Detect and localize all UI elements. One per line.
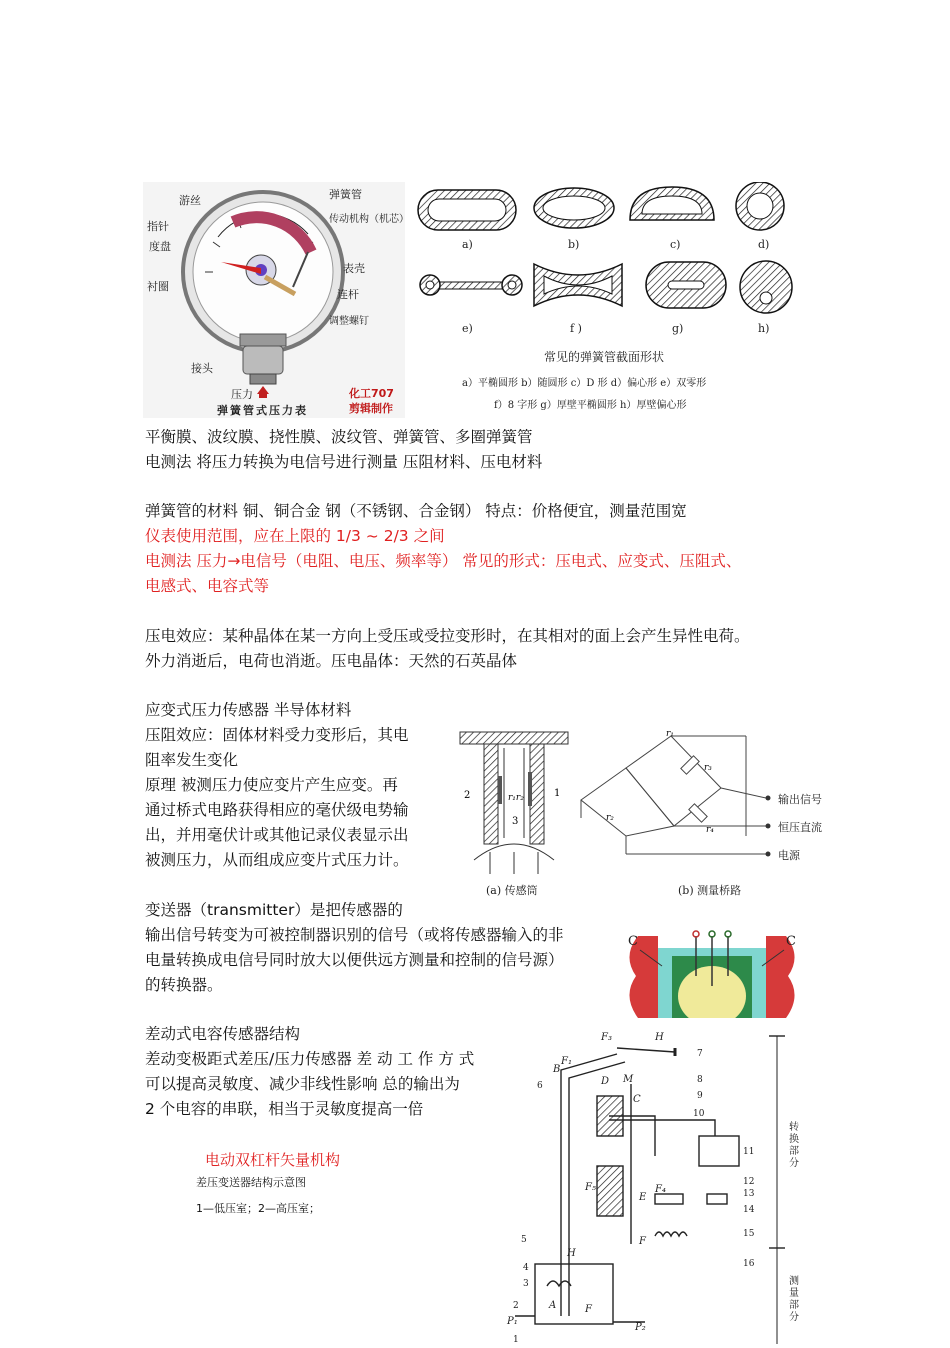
svg-text:F₄: F₄: [655, 1184, 666, 1195]
svg-text:r₁r₂: r₁r₂: [508, 793, 524, 803]
svg-text:D: D: [601, 1076, 610, 1087]
section-letter-c: c): [670, 238, 681, 251]
tube-sections-figure: [410, 182, 800, 418]
transmitter-part-6: 6: [537, 1081, 543, 1091]
svg-text:r₁: r₁: [666, 729, 674, 739]
text-line-electric-forms-cont: 电感式、电容式等: [145, 577, 270, 595]
svg-text:M: M: [623, 1074, 634, 1085]
gauge-watermark: 化工707 剪辑制作: [349, 387, 394, 415]
svg-text:P₁: P₁: [507, 1316, 518, 1327]
svg-text:H: H: [567, 1248, 576, 1259]
text-line-usage-range: 仪表使用范围，应在上限的 1/3 ~ 2/3 之间: [145, 527, 445, 545]
text-transmitter-caption: 差压变送器结构示意图: [196, 1176, 306, 1189]
text-line-transmitter-3: 电量转换成电信号同时放大以便供远方测量和控制的信号源）: [145, 951, 564, 969]
text-line-principle-3: 出，并用毫伏计或其他记录仪表显示出: [145, 826, 409, 844]
gauge-label-link: 连杆: [337, 288, 359, 301]
svg-text:r₃: r₃: [704, 763, 712, 773]
svg-text:r₄: r₄: [706, 825, 714, 835]
text-line-tube-material: 弹簧管的材料 铜、铜合金 钢（不锈钢、合金钢） 特点：价格便宜，测量范围宽: [145, 502, 687, 520]
transmitter-part-5: 5: [521, 1235, 527, 1245]
diff-capacitor-figure: [618, 926, 806, 1018]
svg-text:3: 3: [512, 816, 519, 827]
text-line-piezoresistive: 压阻效应：固体材料受力变形后，其电: [145, 726, 409, 744]
text-line-diff-capacitor-2: 差动变极距式差压/压力传感器 差 动 工 作 方 式: [145, 1050, 475, 1068]
transmitter-drawing: [505, 1026, 810, 1344]
text-line-principle-4: 被测压力，从而组成应变片式压力计。: [145, 851, 409, 869]
transmitter-part-13: 13: [743, 1189, 755, 1199]
text-lever-mechanism: 电动双杠杆矢量机构: [205, 1151, 341, 1169]
section-letter-a: a): [462, 238, 473, 251]
svg-text:F: F: [585, 1304, 592, 1315]
svg-text:F₁: F₁: [561, 1056, 572, 1067]
svg-text:r₂: r₂: [606, 813, 614, 823]
text-line-principle: 原理 被测压力使应变片产生应变。再: [145, 776, 398, 794]
text-line-electric-method: 电测法 将压力转换为电信号进行测量 压阻材料、压电材料: [145, 453, 543, 471]
svg-text:H: H: [655, 1032, 664, 1043]
transmitter-part-10: 10: [693, 1109, 705, 1119]
text-line-principle-2: 通过桥式电路获得相应的毫伏级电势输: [145, 801, 409, 819]
text-line-strain-sensor: 应变式压力传感器 半导体材料: [145, 701, 352, 719]
sections-legend-1: a）平椭圆形 b）随圆形 c）D 形 d）偏心形 e）双零形: [462, 378, 707, 389]
gauge-label-bourdon-tube: 弹簧管: [329, 188, 362, 201]
text-line-transmitter-4: 的转换器。: [145, 976, 223, 994]
transmitter-side-bottom: 测量部分: [789, 1276, 799, 1323]
gauge-label-pointer: 指针: [147, 220, 169, 233]
transmitter-part-1: 1: [513, 1335, 519, 1344]
svg-text:2: 2: [464, 790, 471, 801]
gauge-label-movement: 传动机构（机芯）: [329, 214, 409, 225]
svg-text:E: E: [639, 1192, 647, 1203]
strain-sensor-drawing: [456, 728, 836, 900]
section-letter-f: f ): [570, 322, 582, 335]
section-letter-g: g): [672, 322, 684, 335]
svg-text:P₂: P₂: [635, 1322, 646, 1333]
gauge-label-joint: 接头: [191, 362, 213, 375]
transmitter-figure: [505, 1026, 810, 1344]
transmitter-part-11: 11: [743, 1147, 755, 1157]
gauge-label-hairspring: 游丝: [179, 194, 201, 207]
transmitter-part-12: 12: [743, 1177, 755, 1187]
text-line-piezo-effect: 压电效应：某种晶体在某一方向上受压或受拉变形时，在其相对的面上会产生异性电荷。: [145, 627, 750, 645]
transmitter-part-4: 4: [523, 1263, 529, 1273]
transmitter-part-16: 16: [743, 1259, 755, 1269]
text-line-diff-capacitor-3: 可以提高灵敏度、减少非线性影响 总的输出为: [145, 1075, 460, 1093]
svg-text:F₃: F₃: [601, 1032, 612, 1043]
transmitter-side-top: 转换部分: [789, 1122, 799, 1169]
section-letter-h: h): [758, 322, 770, 335]
transmitter-part-14: 14: [743, 1205, 755, 1215]
capacitor-label-c2: C: [628, 934, 638, 949]
strain-caption-b: (b) 测量桥路: [678, 884, 742, 897]
text-line-diff-capacitor-4: 2 个电容的串联，相当于灵敏度提高一倍: [145, 1100, 424, 1118]
gauge-label-pressure: 压力: [231, 388, 253, 401]
sections-legend-2: f）8 字形 g）厚壁平椭圆形 h）厚壁偏心形: [494, 400, 687, 411]
text-line-diff-capacitor: 差动式电容传感器结构: [145, 1025, 301, 1043]
svg-text:C: C: [633, 1094, 641, 1105]
bridge-output-signal: 输出信号: [778, 793, 822, 806]
transmitter-part-3: 3: [523, 1279, 529, 1289]
svg-text:F₅: F₅: [585, 1182, 596, 1193]
strain-caption-a: (a) 传感筒: [486, 884, 538, 897]
gauge-caption: 弹簧管式压力表: [217, 404, 308, 417]
text-chamber-legend: 1—低压室；2—高压室；: [196, 1202, 320, 1215]
bridge-constant-current: 恒压直流: [778, 821, 822, 834]
text-line-electric-forms: 电测法 压力→电信号（电阻、电压、频率等） 常见的形式：压电式、应变式、压阻式、: [145, 552, 742, 570]
transmitter-part-7: 7: [697, 1049, 703, 1059]
section-letter-b: b): [568, 238, 580, 251]
gauge-label-dial: 度盘: [149, 240, 171, 253]
gauge-label-case: 表壳: [343, 262, 365, 275]
transmitter-part-8: 8: [697, 1075, 703, 1085]
section-letter-d: d): [758, 238, 770, 251]
text-line-transmitter-2: 输出信号转变为可被控制器识别的信号（或将传感器输入的非: [145, 926, 564, 944]
transmitter-part-15: 15: [743, 1229, 755, 1239]
bourdon-gauge-figure: [143, 182, 409, 418]
gauge-label-ring: 衬圈: [147, 280, 169, 293]
section-letter-e: e): [462, 322, 473, 335]
svg-text:A: A: [549, 1300, 557, 1311]
text-line-membranes: 平衡膜、波纹膜、挠性膜、波纹管、弹簧管、多圈弹簧管: [145, 428, 533, 446]
svg-text:B: B: [553, 1064, 561, 1075]
capacitor-label-c1: C: [786, 934, 796, 949]
transmitter-part-2: 2: [513, 1301, 519, 1311]
strain-sensor-figure: [456, 728, 836, 900]
text-line-piezoresistive-cont: 阻率发生变化: [145, 751, 239, 769]
svg-text:1: 1: [554, 788, 561, 799]
text-line-transmitter: 变送器（transmitter）是把传感器的: [145, 901, 403, 919]
transmitter-part-9: 9: [697, 1091, 703, 1101]
diff-capacitor-drawing: [618, 926, 806, 1018]
sections-title: 常见的弹簧管截面形状: [544, 350, 665, 364]
svg-text:F: F: [639, 1236, 646, 1247]
text-line-piezo-crystal: 外力消逝后，电荷也消逝。压电晶体：天然的石英晶体: [145, 652, 518, 670]
gauge-label-screw: 调整螺钉: [329, 316, 369, 327]
bridge-power: 电源: [778, 849, 800, 862]
